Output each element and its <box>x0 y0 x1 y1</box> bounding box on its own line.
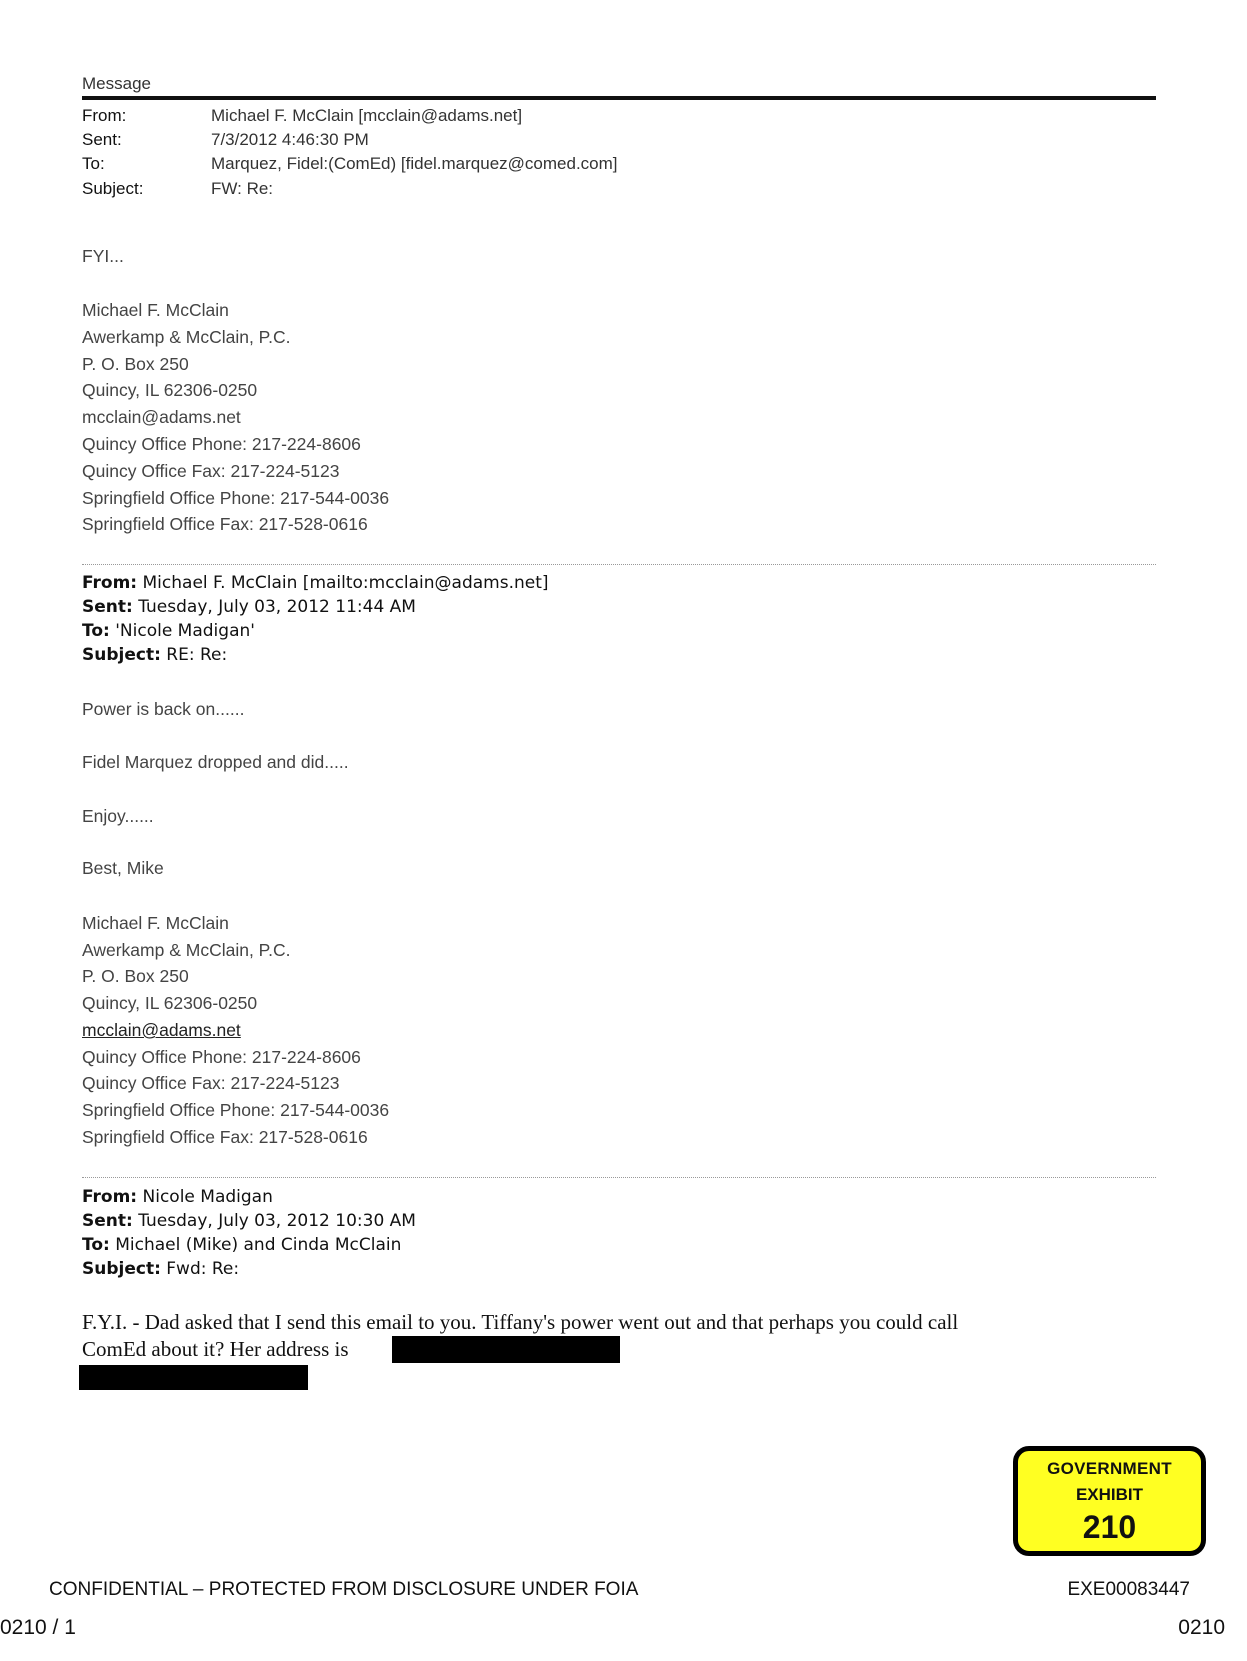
body-line-2: ComEd about it? Her address is <box>82 1337 349 1361</box>
sent-value: Tuesday, July 03, 2012 10:30 AM <box>138 1211 416 1231</box>
from-value: Nicole Madigan <box>142 1187 273 1207</box>
subject-label: Subject: <box>82 179 144 198</box>
sig-line: Quincy Office Fax: 217-224-5123 <box>82 461 340 481</box>
body-fyi: FYI... <box>82 246 124 266</box>
bates-number: EXE00083447 <box>1067 1579 1190 1600</box>
sig-line: P. O. Box 250 <box>82 354 189 374</box>
to-label: To: <box>82 621 110 641</box>
to-label: To: <box>82 154 105 173</box>
exhibit-sticker <box>1013 1446 1206 1556</box>
from-label: From: <box>82 1187 138 1207</box>
header-rule <box>82 96 1156 100</box>
separator <box>82 564 1156 565</box>
exhibit-code: 0210 <box>1178 1616 1225 1639</box>
body-line-1: F.Y.I. - Dad asked that I send this email to you. Tiffany's power went out and that perhaps you could call <box>82 1310 959 1334</box>
sig-line: Springfield Office Fax: 217-528-0616 <box>82 1127 368 1147</box>
sig-line: Quincy Office Phone: 217-224-8606 <box>82 1047 361 1067</box>
subject-value: Fwd: Re: <box>166 1259 240 1279</box>
sig-line: Michael F. McClain <box>82 300 229 320</box>
sig-line: Quincy Office Phone: 217-224-8606 <box>82 434 361 454</box>
to-label: To: <box>82 1235 110 1255</box>
from-label: From: <box>82 573 138 593</box>
subject-label: Subject: <box>82 1259 161 1279</box>
confidential-notice: CONFIDENTIAL – PROTECTED FROM DISCLOSURE UNDER FOIA <box>49 1579 639 1600</box>
sent-label: Sent: <box>82 1211 133 1231</box>
sig-line: Awerkamp & McClain, P.C. <box>82 327 291 347</box>
exhibit-line-1: GOVERNMENT <box>1047 1459 1172 1478</box>
page-number: 0210 / 1 <box>0 1616 76 1639</box>
sig-line: Quincy Office Fax: 217-224-5123 <box>82 1073 340 1093</box>
separator <box>82 1177 1156 1178</box>
exhibit-line-2: EXHIBIT <box>1075 1485 1144 1504</box>
sig-email-link[interactable]: mcclain@adams.net <box>82 1020 241 1040</box>
body-paragraph: Enjoy...... <box>82 806 154 826</box>
sent-value: 7/3/2012 4:46:30 PM <box>211 130 369 149</box>
exhibit-number: 210 <box>1082 1509 1137 1545</box>
sig-line: Springfield Office Phone: 217-544-0036 <box>82 488 390 508</box>
sig-line: Quincy, IL 62306-0250 <box>82 380 258 400</box>
from-label: From: <box>82 106 127 125</box>
sig-line: Springfield Office Phone: 217-544-0036 <box>82 1100 390 1120</box>
body-paragraph: Best, Mike <box>82 858 164 878</box>
redaction-box <box>392 1336 620 1363</box>
sent-label: Sent: <box>82 597 133 617</box>
to-value: Marquez, Fidel:(ComEd) [fidel.marquez@comed.com] <box>211 154 618 173</box>
to-value: Michael (Mike) and Cinda McClain <box>115 1235 402 1255</box>
sig-email: mcclain@adams.net <box>82 407 241 427</box>
subject-value: FW: Re: <box>211 179 274 198</box>
sig-line: P. O. Box 250 <box>82 966 189 986</box>
from-value: Michael F. McClain [mailto:mcclain@adams.net] <box>142 573 549 593</box>
body-paragraph: Power is back on...... <box>82 699 245 719</box>
sig-line: Springfield Office Fax: 217-528-0616 <box>82 514 368 534</box>
redaction-box <box>79 1365 308 1390</box>
to-value: 'Nicole Madigan' <box>115 621 255 641</box>
sig-line: Awerkamp & McClain, P.C. <box>82 940 291 960</box>
sig-line: Michael F. McClain <box>82 913 229 933</box>
sig-line: Quincy, IL 62306-0250 <box>82 993 258 1013</box>
subject-label: Subject: <box>82 645 161 665</box>
sent-label: Sent: <box>82 130 122 149</box>
subject-value: RE: Re: <box>166 645 228 665</box>
from-value: Michael F. McClain [mcclain@adams.net] <box>211 106 523 125</box>
message-title: Message <box>82 74 151 93</box>
sent-value: Tuesday, July 03, 2012 11:44 AM <box>138 597 416 617</box>
body-paragraph: Fidel Marquez dropped and did..... <box>82 752 349 772</box>
